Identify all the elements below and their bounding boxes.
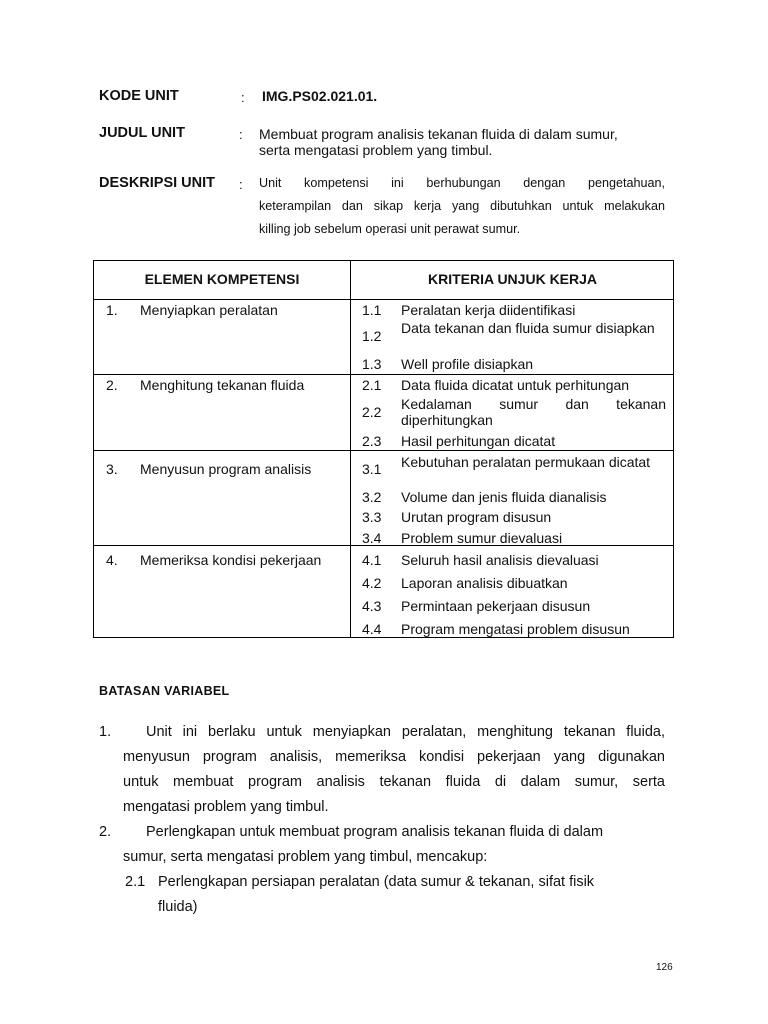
criteria-3-3-text: Urutan program disusun	[401, 509, 552, 525]
judul-line-1: Membuat program analisis tekanan fluida di dalam sumur,	[259, 126, 618, 142]
batasan-item-1-line-1: Unit ini berlaku untuk menyiapkan peralatan, menghitung tekanan fluida,	[146, 724, 665, 740]
criteria-4-1-text: Seluruh hasil analisis dievaluasi	[401, 552, 599, 568]
table-header-divider	[94, 299, 673, 300]
table-row-divider	[94, 374, 673, 375]
criteria-4-1-number: 4.1	[362, 552, 382, 568]
criteria-3-2-text: Volume dan jenis fluida dianalisis	[401, 489, 607, 505]
batasan-item-1-line-2: menyusun program analisis, memeriksa kondisi pekerjaan yang digunakan	[123, 749, 665, 765]
criteria-4-2-number: 4.2	[362, 575, 382, 591]
element-1-label: Menyiapkan peralatan	[140, 302, 278, 318]
kode-unit-colon: :	[241, 90, 245, 105]
kode-unit-value: IMG.PS02.021.01.	[262, 88, 378, 104]
criteria-3-2-number: 3.2	[362, 489, 382, 505]
judul-unit-colon: :	[239, 127, 243, 142]
competency-table	[93, 260, 674, 638]
criteria-2-1-text: Data fluida dicatat untuk perhitungan	[401, 377, 630, 393]
table-row-divider	[94, 450, 673, 451]
criteria-4-4-text: Program mengatasi problem disusun	[401, 621, 630, 637]
criteria-1-2-number: 1.2	[362, 328, 382, 344]
criteria-2-2-number: 2.2	[362, 404, 382, 420]
criteria-2-3-number: 2.3	[362, 433, 382, 449]
criteria-1-1-text: Peralatan kerja diidentifikasi	[401, 302, 576, 318]
header-elemen-kompetensi: ELEMEN KOMPETENSI	[144, 271, 300, 287]
judul-line-2: serta mengatasi problem yang timbul.	[259, 142, 493, 158]
batasan-item-2-line-1: Perlengkapan untuk membuat program analisis tekanan fluida di dalam	[146, 824, 604, 840]
deskripsi-line-2: keterampilan dan sikap kerja yang dibutuhkan untuk melakukan	[259, 199, 665, 213]
batasan-item-2-number: 2.	[99, 824, 112, 840]
deskripsi-unit-colon: :	[239, 177, 243, 192]
kode-unit-label: KODE UNIT	[99, 88, 179, 104]
batasan-item-2	[99, 820, 665, 870]
element-2-number: 2.	[106, 377, 118, 393]
criteria-3-1-number: 3.1	[362, 461, 382, 477]
batasan-sub-2-1-line-2: fluida)	[158, 899, 198, 915]
deskripsi-line-3: killing job sebelum operasi unit perawat sumur.	[259, 222, 521, 236]
deskripsi-line-1: Unit kompetensi ini berhubungan dengan pengetahuan,	[259, 176, 665, 190]
criteria-3-4-number: 3.4	[362, 530, 382, 546]
batasan-item-1	[99, 720, 665, 820]
criteria-4-3-number: 4.3	[362, 598, 382, 614]
element-4-number: 4.	[106, 552, 118, 568]
criteria-1-3-number: 1.3	[362, 356, 382, 372]
criteria-3-4-text: Problem sumur dievaluasi	[401, 530, 563, 546]
element-3-label: Menyusun program analisis	[140, 461, 312, 477]
batasan-sub-2-1-number: 2.1	[125, 874, 146, 890]
batasan-item-1-line-4: mengatasi problem yang timbul.	[123, 799, 329, 815]
criteria-2-2-text: Kedalaman sumur dan tekanan diperhitungkan	[401, 396, 666, 428]
batasan-item-2-line-2: sumur, serta mengatasi problem yang timbul, mencakup:	[123, 849, 488, 865]
header-kriteria-unjuk-kerja: KRITERIA UNJUK KERJA	[427, 271, 598, 287]
criteria-4-4-number: 4.4	[362, 621, 382, 637]
deskripsi-unit-value	[259, 172, 665, 241]
batasan-variabel-title: BATASAN VARIABEL	[99, 684, 230, 698]
batasan-item-1-number: 1.	[99, 724, 112, 740]
criteria-4-2-text: Laporan analisis dibuatkan	[401, 575, 568, 591]
judul-unit-value	[259, 126, 665, 158]
criteria-3-3-number: 3.3	[362, 509, 382, 525]
element-2-label: Menghitung tekanan fluida	[140, 377, 305, 393]
criteria-1-1-number: 1.1	[362, 302, 382, 318]
criteria-1-2-text: Data tekanan dan fluida sumur disiapkan	[401, 320, 655, 336]
element-3-number: 3.	[106, 461, 118, 477]
criteria-1-3-text: Well profile disiapkan	[401, 356, 534, 372]
element-4-label: Memeriksa kondisi pekerjaan	[140, 552, 322, 568]
table-row-divider	[94, 545, 673, 546]
judul-unit-label: JUDUL UNIT	[99, 125, 185, 141]
table-column-divider	[350, 261, 351, 637]
criteria-2-1-number: 2.1	[362, 377, 382, 393]
batasan-sub-2-1-line-1: Perlengkapan persiapan peralatan (data sumur & tekanan, sifat fisik	[158, 874, 595, 890]
criteria-3-1-text: Kebutuhan peralatan permukaan dicatat	[401, 454, 651, 470]
batasan-item-1-line-3: untuk membuat program analisis tekanan fluida di dalam sumur, serta	[123, 774, 665, 790]
deskripsi-unit-label: DESKRIPSI UNIT	[99, 175, 216, 191]
element-1-number: 1.	[106, 302, 118, 318]
batasan-sub-2-1	[158, 870, 658, 920]
criteria-4-3-text: Permintaan pekerjaan disusun	[401, 598, 591, 614]
page-number: 126	[656, 962, 673, 973]
criteria-2-3-text: Hasil perhitungan dicatat	[401, 433, 556, 449]
